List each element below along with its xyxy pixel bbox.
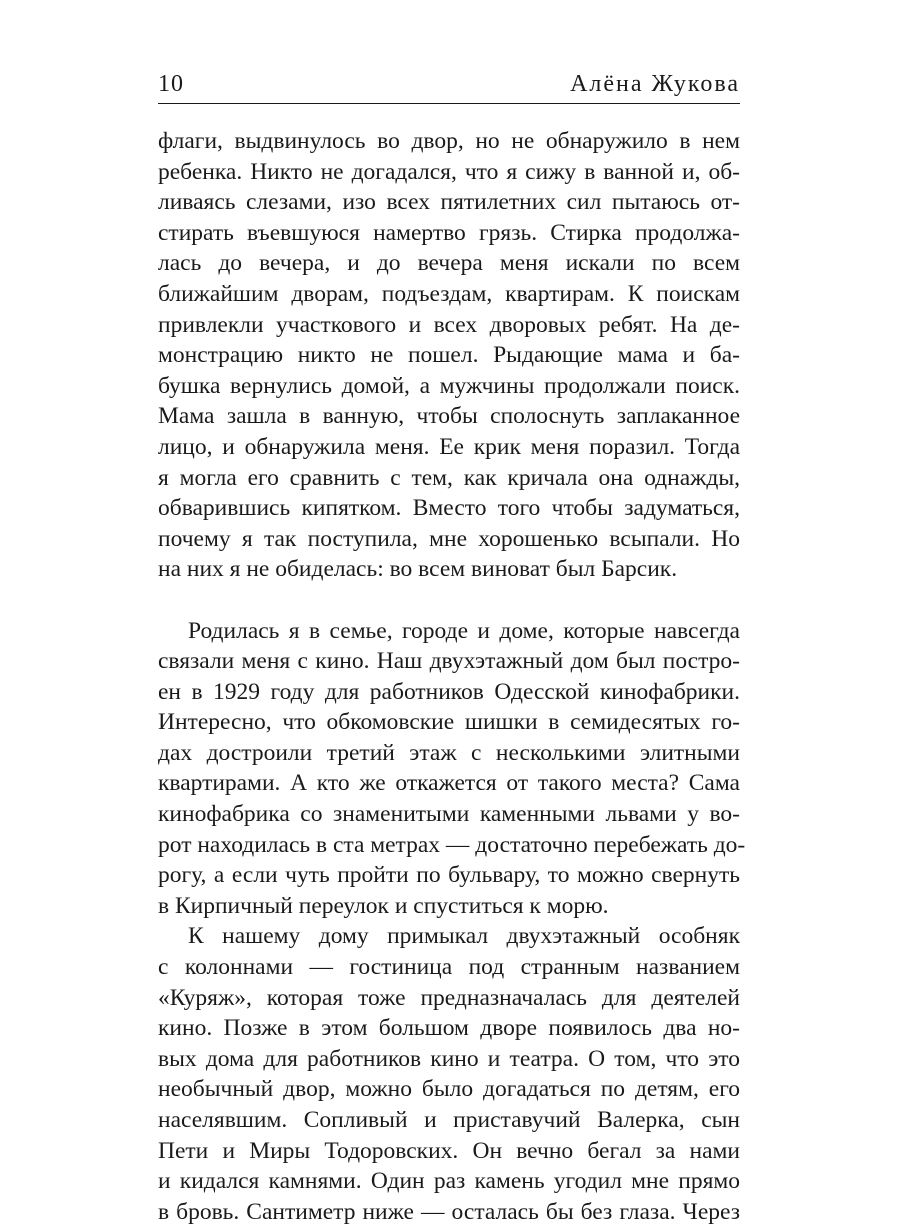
text-line: бушка вернулись домой, а мужчины продолжали поиск.: [158, 372, 740, 399]
text-line: рот находилась в ста метрах — достаточно перебежать до-: [158, 831, 746, 858]
text-line: дах достроили третий этаж с несколькими элитными: [158, 739, 740, 766]
running-title: Алёна Жукова: [570, 71, 740, 97]
text-line: я могла его сравнить с тем, как кричала она однажды,: [158, 464, 740, 491]
paragraph: [158, 616, 746, 922]
text-line: привлекли участкового и всех дворовых ребят. На де-: [158, 311, 740, 338]
paragraph: [158, 921, 740, 1227]
text-line: обварившись кипятком. Вместо того чтобы задуматься,: [158, 495, 740, 522]
text-line: кинофабрика со знаменитыми каменными львами у во-: [158, 801, 740, 828]
text-line: квартирами. А кто же откажется от такого места? Сама: [158, 770, 740, 797]
text-line: «Куряж», которая тоже предназначалась для деятелей: [158, 984, 740, 1011]
header-rule: [158, 103, 740, 104]
text-line: необычный двор, можно было догадаться по детям, его: [158, 1076, 740, 1103]
text-line: почему я так поступила, мне хорошенько всыпали. Но: [158, 525, 740, 552]
text-line: в Кирпичный переулок и спуститься к морю.: [158, 892, 609, 919]
text-line: ближайшим дворам, подъездам, квартирам. К поискам: [158, 280, 740, 307]
text-line: на них я не обиделась: во всем виноват был Барсик.: [158, 556, 678, 583]
text-line: Родилась я в семье, городе и доме, которые навсегда: [188, 617, 740, 644]
text-line: населявшим. Сопливый и приставучий Валерка, сын: [158, 1107, 740, 1133]
text-line: рогу, а если чуть пройти по бульвару, то можно свернуть: [158, 862, 740, 889]
text-line: лась до вечера, и до вечера меня искали по всем: [158, 250, 740, 277]
body-text: [158, 126, 746, 1227]
text-line: ен в 1929 году для работников Одесской кинофабрики.: [158, 678, 740, 705]
text-line: Мама зашла в ванную, чтобы сполоснуть заплаканное: [158, 403, 740, 430]
text-line: вых дома для работников кино и театра. О том, что это: [158, 1045, 740, 1072]
running-head: [158, 62, 740, 98]
text-line: ливаясь слезами, изо всех пятилетних сил пытаюсь от-: [158, 189, 740, 216]
text-line: монстрацию никто не пошел. Рыдающие мама и ба-: [158, 342, 740, 369]
text-line: ребенка. Никто не догадался, что я сижу в ванной и, об-: [158, 158, 740, 185]
text-line: К нашему дому примыкал двухэтажный особняк: [188, 923, 740, 950]
text-line: Интересно, что обкомовские шишки в семидесятых го-: [158, 709, 740, 736]
text-line: лицо, и обнаружила меня. Ее крик меня поразил. Тогда: [158, 433, 740, 460]
paragraph: [158, 126, 740, 585]
text-line: с колоннами — гостиница под странным названием: [158, 954, 740, 981]
text-line: кино. Позже в этом большом дворе появилось два но-: [158, 1015, 740, 1042]
book-page: [158, 0, 746, 1225]
text-line: стирать въевшуюся намертво грязь. Стирка продолжа-: [158, 219, 740, 246]
text-line: связали меня с кино. Наш двухэтажный дом был постро-: [158, 648, 740, 675]
page-number: 10: [158, 71, 184, 97]
text-line: в бровь. Сантиметр ниже — осталась бы без глаза. Через: [158, 1198, 740, 1225]
text-line: флаги, выдвинулось во двор, но не обнаружило в нем: [158, 128, 740, 154]
text-line: и кидался камнями. Один раз камень угодил мне прямо: [158, 1168, 740, 1195]
section-break: [158, 585, 740, 616]
text-line: Пети и Миры Тодоровских. Он вечно бегал за нами: [158, 1137, 740, 1164]
